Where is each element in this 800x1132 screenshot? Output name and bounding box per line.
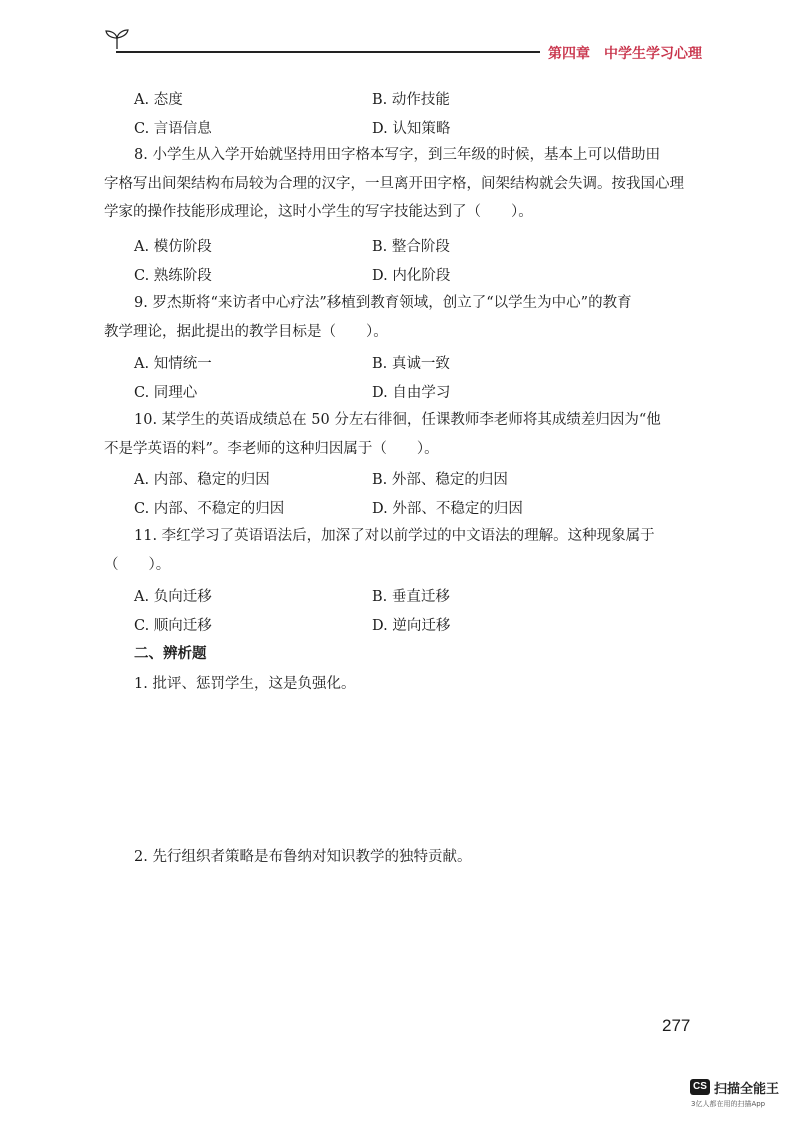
- q11-rest: （: [104, 556, 119, 573]
- q9-option-a: A. 知情统一: [134, 356, 212, 372]
- q11-option-d: D. 逆向迁移: [372, 618, 451, 634]
- chapter-number: 第四章: [548, 46, 590, 62]
- question-8: [104, 141, 696, 227]
- q8-option-a: A. 模仿阶段: [134, 239, 212, 255]
- q8-end: ）。: [511, 204, 533, 220]
- q10-rest: 不是学英语的料”。李老师的这种归因属于（: [104, 440, 387, 457]
- q10-option-c: C. 内部、不稳定的归因: [134, 501, 285, 517]
- camscanner-logo-icon: CS: [690, 1079, 710, 1095]
- q9-end: ）。: [366, 323, 388, 340]
- question-11: [104, 522, 696, 579]
- q10-line1: 10. 某学生的英语成绩总在 50 分左右徘徊，任课教师李老师将其成绩差归因为“他: [134, 412, 661, 428]
- q11-option-c: C. 顺向迁移: [134, 618, 212, 634]
- essay-question-1: 1. 批评、惩罚学生，这是负强化。: [134, 676, 356, 692]
- chapter-header: [548, 43, 702, 63]
- q7-option-d: D. 认知策略: [372, 121, 451, 137]
- q10-option-b: B. 外部、稳定的归因: [372, 472, 508, 488]
- q9-rest: 教学理论，据此提出的教学目标是（: [104, 323, 336, 340]
- q8-option-c: C. 熟练阶段: [134, 268, 212, 284]
- q7-option-b: B. 动作技能: [372, 92, 450, 108]
- q9-option-c: C. 同理心: [134, 385, 198, 401]
- q10-option-d: D. 外部、不稳定的归因: [372, 501, 523, 517]
- q11-option-a: A. 负向迁移: [134, 589, 212, 605]
- q8-option-b: B. 整合阶段: [372, 239, 450, 255]
- chapter-title: 中学生学习心理: [604, 46, 702, 62]
- question-9: [104, 289, 696, 346]
- sprout-logo-icon: [104, 28, 130, 50]
- section-title: 二、辨析题: [134, 646, 207, 662]
- question-10: [104, 406, 696, 463]
- q8-option-d: D. 内化阶段: [372, 268, 451, 284]
- q10-end: ）。: [416, 440, 439, 457]
- q9-option-d: D. 自由学习: [372, 385, 451, 401]
- scanner-app-name: 扫描全能王: [714, 1082, 780, 1097]
- scanner-slogan: 3亿人都在用的扫描App: [691, 1100, 766, 1108]
- page-number: 277: [662, 1016, 691, 1035]
- essay-question-2: 2. 先行组织者策略是布鲁纳对知识教学的独特贡献。: [134, 849, 472, 865]
- q11-line1: 11. 李红学习了英语语法后，加深了对以前学过的中文语法的理解。这种现象属于: [134, 528, 655, 544]
- q8-rest: 字格写出间架结构布局较为合理的汉字，一旦离开田字格，间架结构就会失调。按我国心理学家的操作技能形成理论，这时小学生的写字技能达到了（: [104, 175, 684, 220]
- q11-option-b: B. 垂直迁移: [372, 589, 450, 605]
- q8-line1: 8. 小学生从入学开始就坚持用田字格本写字，到三年级的时候，基本上可以借助田: [134, 147, 660, 163]
- q11-end: ）。: [148, 556, 171, 573]
- q7-option-a: A. 态度: [134, 92, 183, 108]
- header-rule: [116, 51, 540, 53]
- q7-option-c: C. 言语信息: [134, 121, 212, 137]
- q10-option-a: A. 内部、稳定的归因: [134, 472, 270, 488]
- q9-line1: 9. 罗杰斯将“来访者中心疗法”移植到教育领域，创立了“以学生为中心”的教育: [134, 295, 632, 311]
- q9-option-b: B. 真诚一致: [372, 356, 450, 372]
